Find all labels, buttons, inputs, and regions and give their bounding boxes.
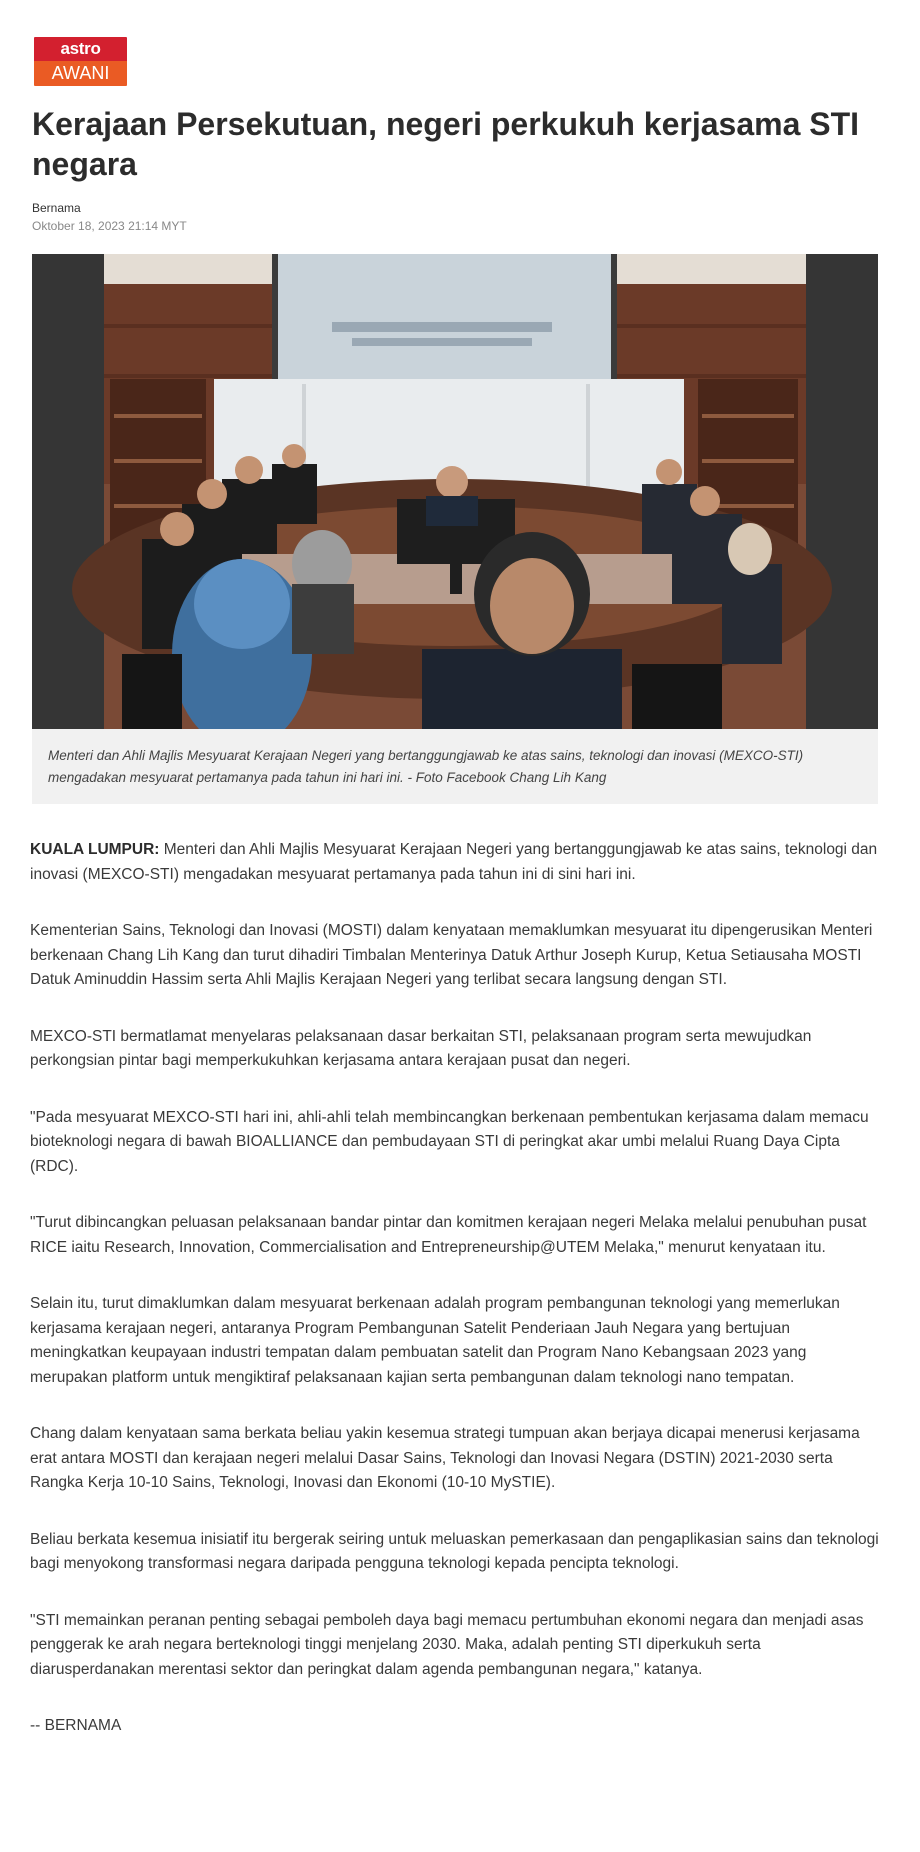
article-title: Kerajaan Persekutuan, negeri perkukuh kerjasama STI negara [32, 106, 860, 182]
logo-top-text: astro [34, 37, 127, 61]
article-photo [32, 254, 878, 729]
body-paragraph: Chang dalam kenyataan sama berkata beliau yakin kesemua strategi tumpuan akan berjaya dicapai menerusi kerjasama erat antara MOSTI dan kerajaan negeri melalui Dasar Sains, Teknologi dan Inovasi Negara (DSTIN) 2021-2030 serta Rangka Kerja 10-10 Sains, Teknologi, Inovasi dan Ekonomi (10-10 MySTIE). [30, 1425, 860, 1491]
byline-footer: -- BERNAMA [30, 1717, 122, 1734]
body-paragraph: "Pada mesyuarat MEXCO-STI hari ini, ahli-ahli telah membincangkan berkenaan pembentukan kerjasama dalam memacu bioteknologi negara di bawah BIOALLIANCE dan pembudayaan STI di peringkat akar umbi melalui Ruang Daya Cipta (RDC). [30, 1108, 869, 1175]
logo-bottom-text: AWANI [34, 61, 127, 86]
body-paragraph: "STI memainkan peranan penting sebagai pemboleh daya bagi memacu pertumbuhan ekonomi negara dan menjadi asas penggerak ke arah negara berteknologi tinggi menjelang 2030. Maka, adalah penting STI diperkukuh serta diarusperdanakan merentasi sektor dan peringkat dalam agenda pembangunan negara," katanya. [30, 1611, 864, 1678]
lead-text: Menteri dan Ahli Majlis Mesyuarat Kerajaan Negeri yang bertanggungjawab ke atas sains, teknologi dan inovasi (MEXCO-STI) mengadakan mesyuarat pertamanya pada tahun ini di sini hari ini. [30, 841, 878, 883]
article-body [30, 838, 882, 1771]
astro-awani-logo[interactable] [34, 37, 127, 86]
article-author: Bernama [32, 201, 81, 215]
body-paragraph: Kementerian Sains, Teknologi dan Inovasi (MOSTI) dalam kenyataan memaklumkan mesyuarat itu dipengerusikan Menteri berkenaan Chang Lih Kang dan turut dihadiri Timbalan Menterinya Datuk Arthur Joseph Kurup, Ketua Setiausaha MOSTI Datuk Aminuddin Hassim serta Ahli Majlis Kerajaan Negeri yang terlibat secara langsung dengan STI. [30, 922, 873, 988]
body-paragraph: Selain itu, turut dimaklumkan dalam mesyuarat berkenaan adalah program pembangunan teknologi yang memerlukan kerjasama kerajaan negeri, antaranya Program Pembangunan Satelit Penderiaan Jauh Negara yang bertujuan meningkatkan keupayaan industri tempatan dalam pembuatan satelit dan Program Nano Kebangsaan 2023 yang merupakan platform untuk mengiktiraf pelaksanaan kajian serta pembangunan dalam teknologi nano tempatan. [30, 1295, 840, 1386]
photo-caption-box [32, 729, 878, 804]
dateline: KUALA LUMPUR: [30, 841, 160, 858]
lead-paragraph [30, 838, 882, 887]
body-paragraph: Beliau berkata kesemua inisiatif itu bergerak seiring untuk meluaskan pemerkasaan dan pengaplikasian sains dan teknologi bagi menyokong transformasi negara daripada pengguna teknologi kepada pencipta teknologi. [30, 1530, 879, 1572]
body-paragraph: "Turut dibincangkan peluasan pelaksanaan bandar pintar dan komitmen kerajaan negeri Melaka melalui penubuhan pusat RICE iaitu Research, Innovation, Commercialisation and Entrepreneurship@UTEM Melaka," menurut kenyataan itu. [30, 1214, 867, 1256]
photo-caption: Menteri dan Ahli Majlis Mesyuarat Kerajaan Negeri yang bertanggungjawab ke atas sains, teknologi dan inovasi (MEXCO-STI) mengadakan mesyuarat pertamanya pada tahun ini hari ini. - Foto Facebook Chang Lih Kang [48, 748, 804, 785]
body-paragraph: MEXCO-STI bermatlamat menyelaras pelaksanaan dasar berkaitan STI, pelaksanaan program serta mewujudkan perkongsian pintar bagi memperkukuhkan kerjasama antara kerajaan pusat dan negeri. [30, 1027, 812, 1069]
meeting-room-photo-illustration [32, 254, 878, 729]
article-date: Oktober 18, 2023 21:14 MYT [32, 219, 187, 233]
